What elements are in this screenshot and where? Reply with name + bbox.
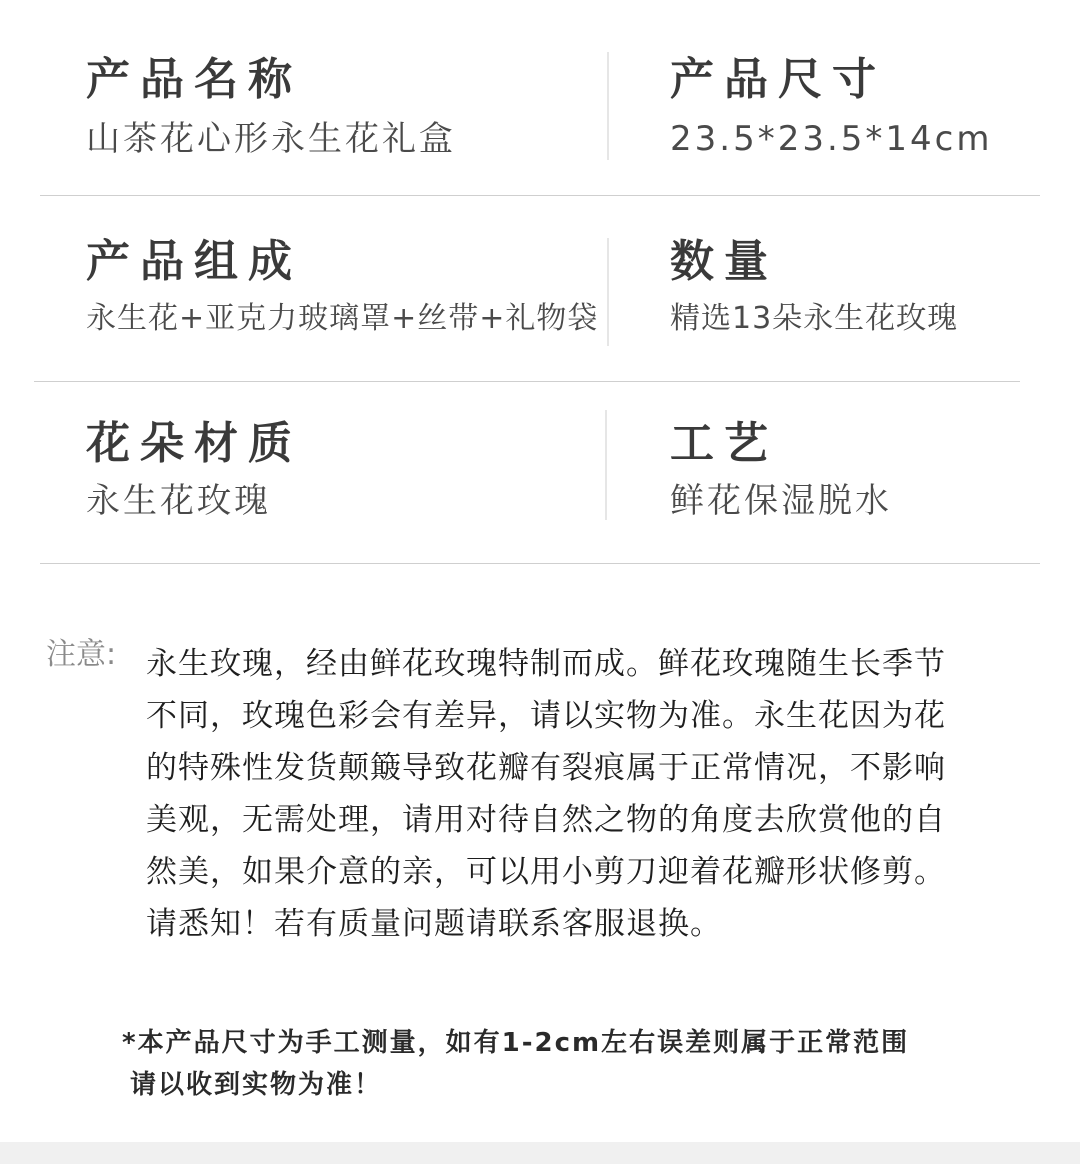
spec-label: 产品组成 (86, 236, 302, 287)
column-divider (607, 52, 609, 160)
spec-label: 产品尺寸 (670, 54, 886, 105)
notice-label: 注意: (46, 637, 117, 672)
footnote-line: *本产品尺寸为手工测量，如有1-2cm左右误差则属于正常范围 (122, 1028, 910, 1058)
spec-product-name (86, 54, 586, 168)
row-divider (40, 195, 1040, 196)
spec-quantity (670, 236, 1050, 350)
spec-label: 产品名称 (86, 54, 302, 105)
notice-line: 美观，无需处理，请用对待自然之物的角度去欣赏他的自 (146, 802, 946, 838)
footnote-line: 请以收到实物为准！ (130, 1070, 383, 1100)
spec-value: 23.5*23.5*14cm (670, 119, 993, 159)
footnote (122, 1022, 1022, 1106)
spec-craft (670, 418, 1050, 532)
spec-label: 工艺 (670, 418, 778, 469)
spec-flower-material (86, 418, 586, 532)
spec-product-size (670, 54, 1050, 168)
row-divider (34, 381, 1020, 382)
spec-value: 精选13朵永生花玫瑰 (670, 301, 959, 336)
spec-value: 鲜花保湿脱水 (670, 481, 892, 521)
spec-label: 花朵材质 (86, 418, 302, 469)
notice-body (146, 638, 1006, 950)
spec-value: 山茶花心形永生花礼盒 (86, 119, 456, 159)
notice-line: 然美，如果介意的亲，可以用小剪刀迎着花瓣形状修剪。 (146, 854, 946, 890)
notice-line: 请悉知！若有质量问题请联系客服退换。 (146, 906, 722, 942)
column-divider (605, 410, 607, 520)
notice-line: 永生玫瑰，经由鲜花玫瑰特制而成。鲜花玫瑰随生长季节 (146, 646, 946, 682)
spec-label: 数量 (670, 236, 778, 287)
column-divider (607, 238, 609, 346)
bottom-band (0, 1142, 1080, 1164)
spec-value: 永生花+亚克力玻璃罩+丝带+礼物袋 (86, 301, 599, 336)
notice-line: 的特殊性发货颠簸导致花瓣有裂痕属于正常情况，不影响 (146, 750, 946, 786)
spec-value: 永生花玫瑰 (86, 481, 271, 521)
spec-product-composition (86, 236, 599, 350)
row-divider (40, 563, 1040, 564)
notice-line: 不同，玫瑰色彩会有差异，请以实物为准。永生花因为花 (146, 698, 946, 734)
